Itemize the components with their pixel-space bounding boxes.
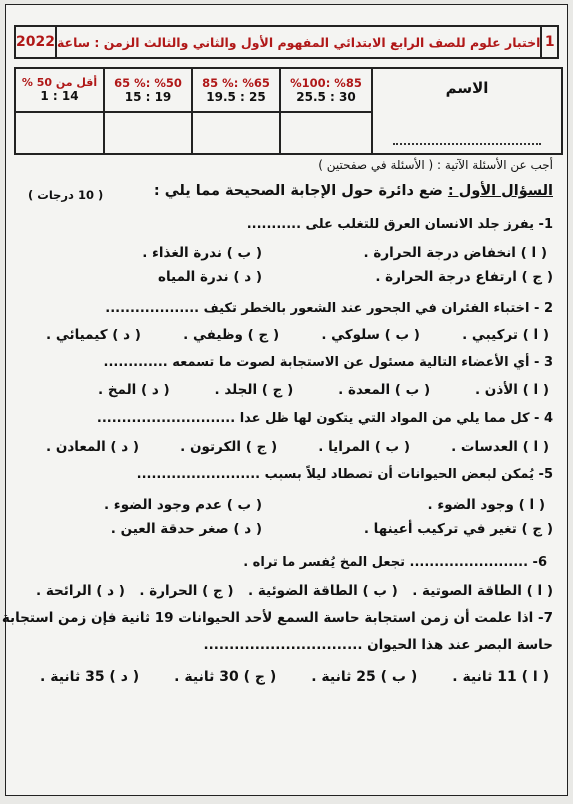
exam-title: اختبار علوم للصف الرابع الابتدائي المفهوم الأول والثاني والثالث الزمن : ساعة [56,34,541,50]
q7-option-c[interactable]: ( ج ) 30 ثانية . [174,669,277,685]
q6-options [36,583,553,599]
q1-option-a[interactable]: ( ا ) انخفاض درجة الحرارة . [363,245,547,261]
question-7-stem-line1: 7- اذا علمت أن زمن استجابة حاسة السمع لأحد الحيوانات 19 ثانية فإن زمن استجابة [1,610,553,626]
q7-option-d[interactable]: ( د ) 35 ثانية . [40,669,140,685]
question-2-stem: 2 - اختباء الفئران في الجحور عند الشعور بالخطر تكيف ................... [105,301,553,316]
question-7-stem-line2: حاسة البصر عند هذا الحيوان ............................... [203,637,553,653]
grade-percent: %85 :%100 [290,75,362,90]
q7-option-b[interactable]: ( ب ) 25 ثانية . [311,669,418,685]
q1-label: السؤال الأول : [447,183,553,199]
q5-option-a[interactable]: ( ا ) وجود الضوء . [427,497,545,513]
question-5-stem: 5- يُمكن لبعض الحيوانات أن تصطاد ليلاً بسبب ......................... [136,467,553,482]
q4-option-c[interactable]: ( ج ) الكرتون . [180,439,278,455]
grade-percent: %50 :% 65 [114,75,182,90]
q5-option-b[interactable]: ( ب ) عدم وجود الضوء . [103,497,262,513]
name-label: الاسم [445,79,489,97]
q6-option-b[interactable]: ( ب ) الطاقة الضوئية . [248,583,398,599]
grade-col-3 [104,68,192,112]
q2-option-b[interactable]: ( ب ) سلوكي . [321,327,420,343]
q1-text: ضع دائرة حول الإجابة الصحيحة مما يلي : [153,183,443,199]
grade-range: 19 : 15 [124,89,172,104]
q1-option-b[interactable]: ( ب ) ندرة الغذاء . [142,245,262,261]
q4-option-d[interactable]: ( د ) المعادن . [46,439,140,455]
page-number: 1 [540,27,557,57]
q3-option-c[interactable]: ( ج ) الجلد . [214,382,294,398]
q6-option-c[interactable]: ( ج ) الحرارة . [139,583,234,599]
q2-option-d[interactable]: ( د ) كيميائي . [46,327,141,343]
grade-range: 25 : 19.5 [206,89,266,104]
q3-option-a[interactable]: ( ا ) الأذن . [474,382,549,398]
q5-option-d[interactable]: ( د ) صغر حدقة العين . [110,521,262,537]
q3-option-d[interactable]: ( د ) المخ . [98,382,170,398]
grade-box[interactable] [15,112,104,154]
q1-marks: ( 10 درجات ) [28,188,104,202]
grade-col-2 [192,68,280,112]
exam-year: 2022 [16,27,57,57]
q4-option-a[interactable]: ( ا ) العدسات . [451,439,549,455]
grade-percent: %65 :% 85 [202,75,270,90]
q4-option-b[interactable]: ( ب ) المرايا . [318,439,410,455]
q1-option-c[interactable]: ( ج ) ارتفاع درجة الحرارة . [375,269,553,285]
instruction: أجب عن الأسئلة الآتية : ( الأسئلة في صفحتين ) [318,158,553,172]
question-4-stem: 4 - كل مما يلي من المواد التي يتكون لها ظل عدا ............................ [96,411,553,426]
grade-col-4 [15,68,104,112]
q1-option-d[interactable]: ( د ) ندرة المياه [158,269,262,285]
question-6-stem: 6- ........................ تجعل المخ يُفسر ما تراه . [243,555,547,570]
grade-box[interactable] [104,112,192,154]
grade-box[interactable] [280,112,372,154]
q2-options [46,327,549,343]
q3-option-b[interactable]: ( ب ) المعدة . [338,382,431,398]
q7-option-a[interactable]: ( ا ) 11 ثانية . [452,669,549,685]
question-1-stem: 1- يفرز جلد الانسان العرق للتغلب على ........... [246,217,553,232]
grade-range: 30 : 25.5 [296,89,356,104]
grade-range: 14 : 1 [40,89,79,103]
grade-box[interactable] [192,112,280,154]
q3-options [98,382,549,398]
grade-col-1 [280,68,372,112]
q2-option-a[interactable]: ( ا ) تركيبي . [462,327,549,343]
q6-option-a[interactable]: ( ا ) الطاقة الصوتية . [412,583,553,599]
q5-option-c[interactable]: ( ج ) تغير في تركيب أعينها . [363,521,553,537]
exam-page [1,4,568,796]
grades-table [14,67,563,155]
name-line [393,143,541,145]
name-cell [372,68,562,154]
q7-options [40,669,549,685]
grade-percent: أقل من 50 % [21,76,98,89]
header-box [14,25,559,59]
q4-options [46,439,549,455]
q2-option-c[interactable]: ( ج ) وظيفي . [183,327,280,343]
question-3-stem: 3 - أي الأعضاء التالية مسئول عن الاستجابة لصوت ما تسمعه ............. [103,355,553,370]
q6-option-d[interactable]: ( د ) الرائحة . [36,583,125,599]
